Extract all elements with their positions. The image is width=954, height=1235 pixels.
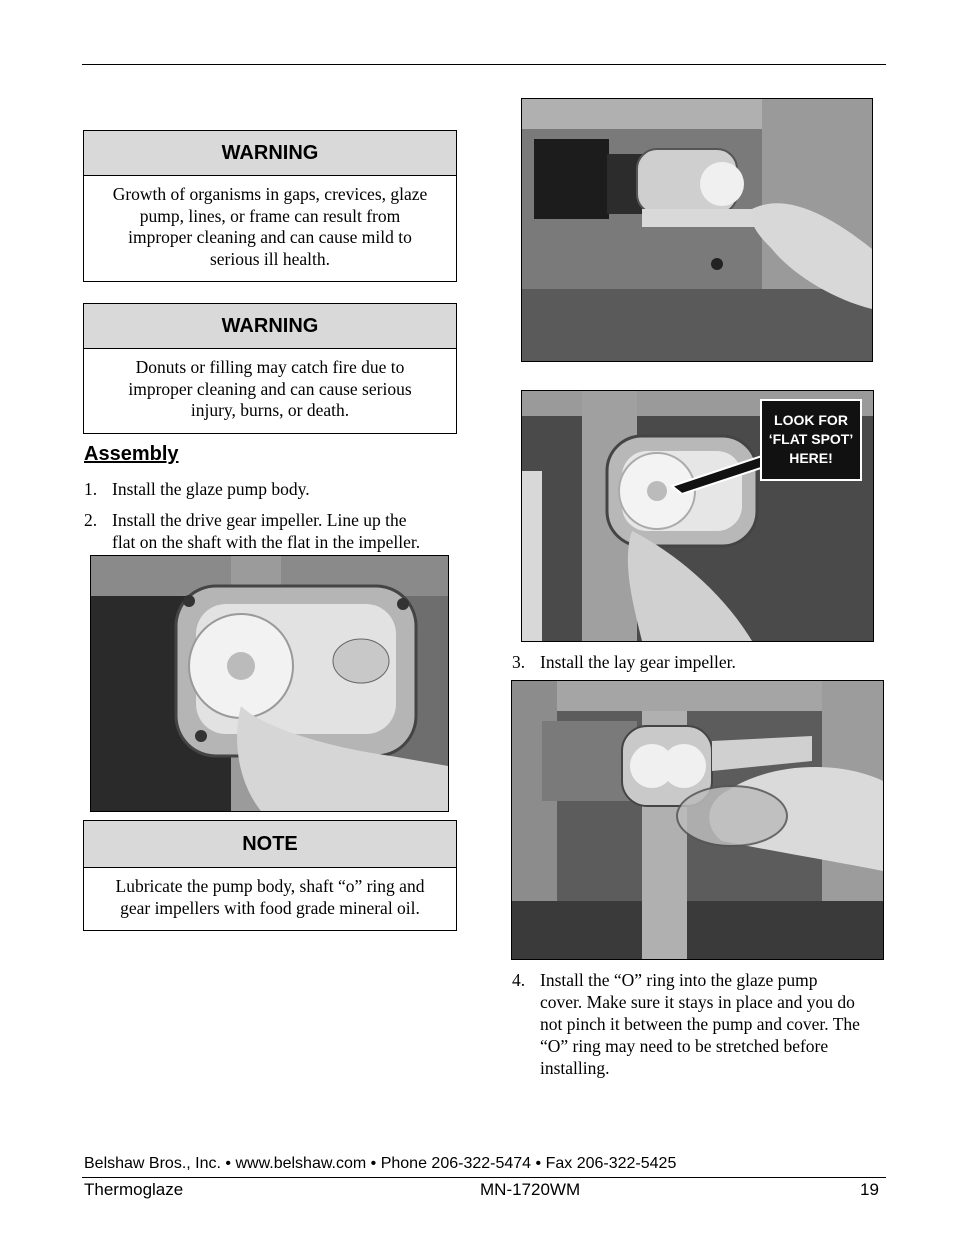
- warning-title: WARNING: [84, 131, 456, 176]
- footer-company: Belshaw Bros., Inc.: [84, 1155, 221, 1172]
- step-number: 3.: [512, 652, 526, 672]
- note-title: NOTE: [84, 821, 456, 868]
- photo-pump-body-installed: [521, 98, 873, 362]
- step-text: Install the “O” ring into the glaze pump cover. Make sure it stays in place and you do not pinch it between the pump and cover. The “O” ring may need to be stretched before installing.: [540, 970, 860, 1078]
- step-1: [84, 478, 454, 500]
- footer-contact-line: [84, 1155, 676, 1173]
- warning-text: Growth of organisms in gaps, crevices, glaze pump, lines, or frame can result from improper cleaning and can cause mild to serious ill health.: [112, 184, 428, 269]
- bullet-separator: •: [535, 1155, 542, 1172]
- bullet-separator: •: [225, 1155, 232, 1172]
- callout-label: LOOK FOR ‘FLAT SPOT’ HERE!: [760, 399, 862, 481]
- step-2: [84, 509, 454, 553]
- footer-phone: Phone 206-322-5474: [380, 1155, 532, 1172]
- footer-product-name: Thermoglaze: [84, 1180, 184, 1199]
- footer-website-link[interactable]: www.belshaw.com: [235, 1155, 367, 1172]
- photo-drive-gear-impeller: [90, 555, 449, 812]
- footer-manual-number: MN-1720WM: [480, 1180, 581, 1199]
- step-text: Install the glaze pump body.: [112, 479, 310, 499]
- note-box-lubricate: [83, 820, 457, 931]
- footer-rule: [82, 1177, 886, 1178]
- note-text: Lubricate the pump body, shaft “o” ring and gear impellers with food grade mineral oil.: [115, 876, 425, 918]
- step-text: Install the drive gear impeller. Line up the flat on the shaft with the flat in the impeller.: [112, 510, 421, 552]
- top-rule: [82, 64, 886, 65]
- warning-text: Donuts or filling may catch fire due to improper cleaning and can cause serious injury, burns, or death.: [128, 357, 412, 420]
- bullet-separator: •: [370, 1155, 377, 1172]
- step-text: Install the lay gear impeller.: [540, 652, 736, 672]
- photo-flat-spot-callout: [521, 390, 874, 642]
- step-4: [512, 969, 892, 1079]
- footer-fax: Fax 206-322-5425: [545, 1155, 677, 1172]
- step-number: 1.: [84, 479, 98, 499]
- step-number: 2.: [84, 510, 98, 530]
- step-3: [512, 651, 884, 673]
- warning-box-fire: [83, 303, 457, 434]
- section-heading-assembly: Assembly: [84, 443, 179, 465]
- warning-box-organisms: [83, 130, 457, 282]
- warning-title: WARNING: [84, 304, 456, 349]
- footer-page-number: 19: [860, 1180, 879, 1199]
- photo-lay-gear-impeller: [511, 680, 884, 960]
- step-number: 4.: [512, 970, 526, 990]
